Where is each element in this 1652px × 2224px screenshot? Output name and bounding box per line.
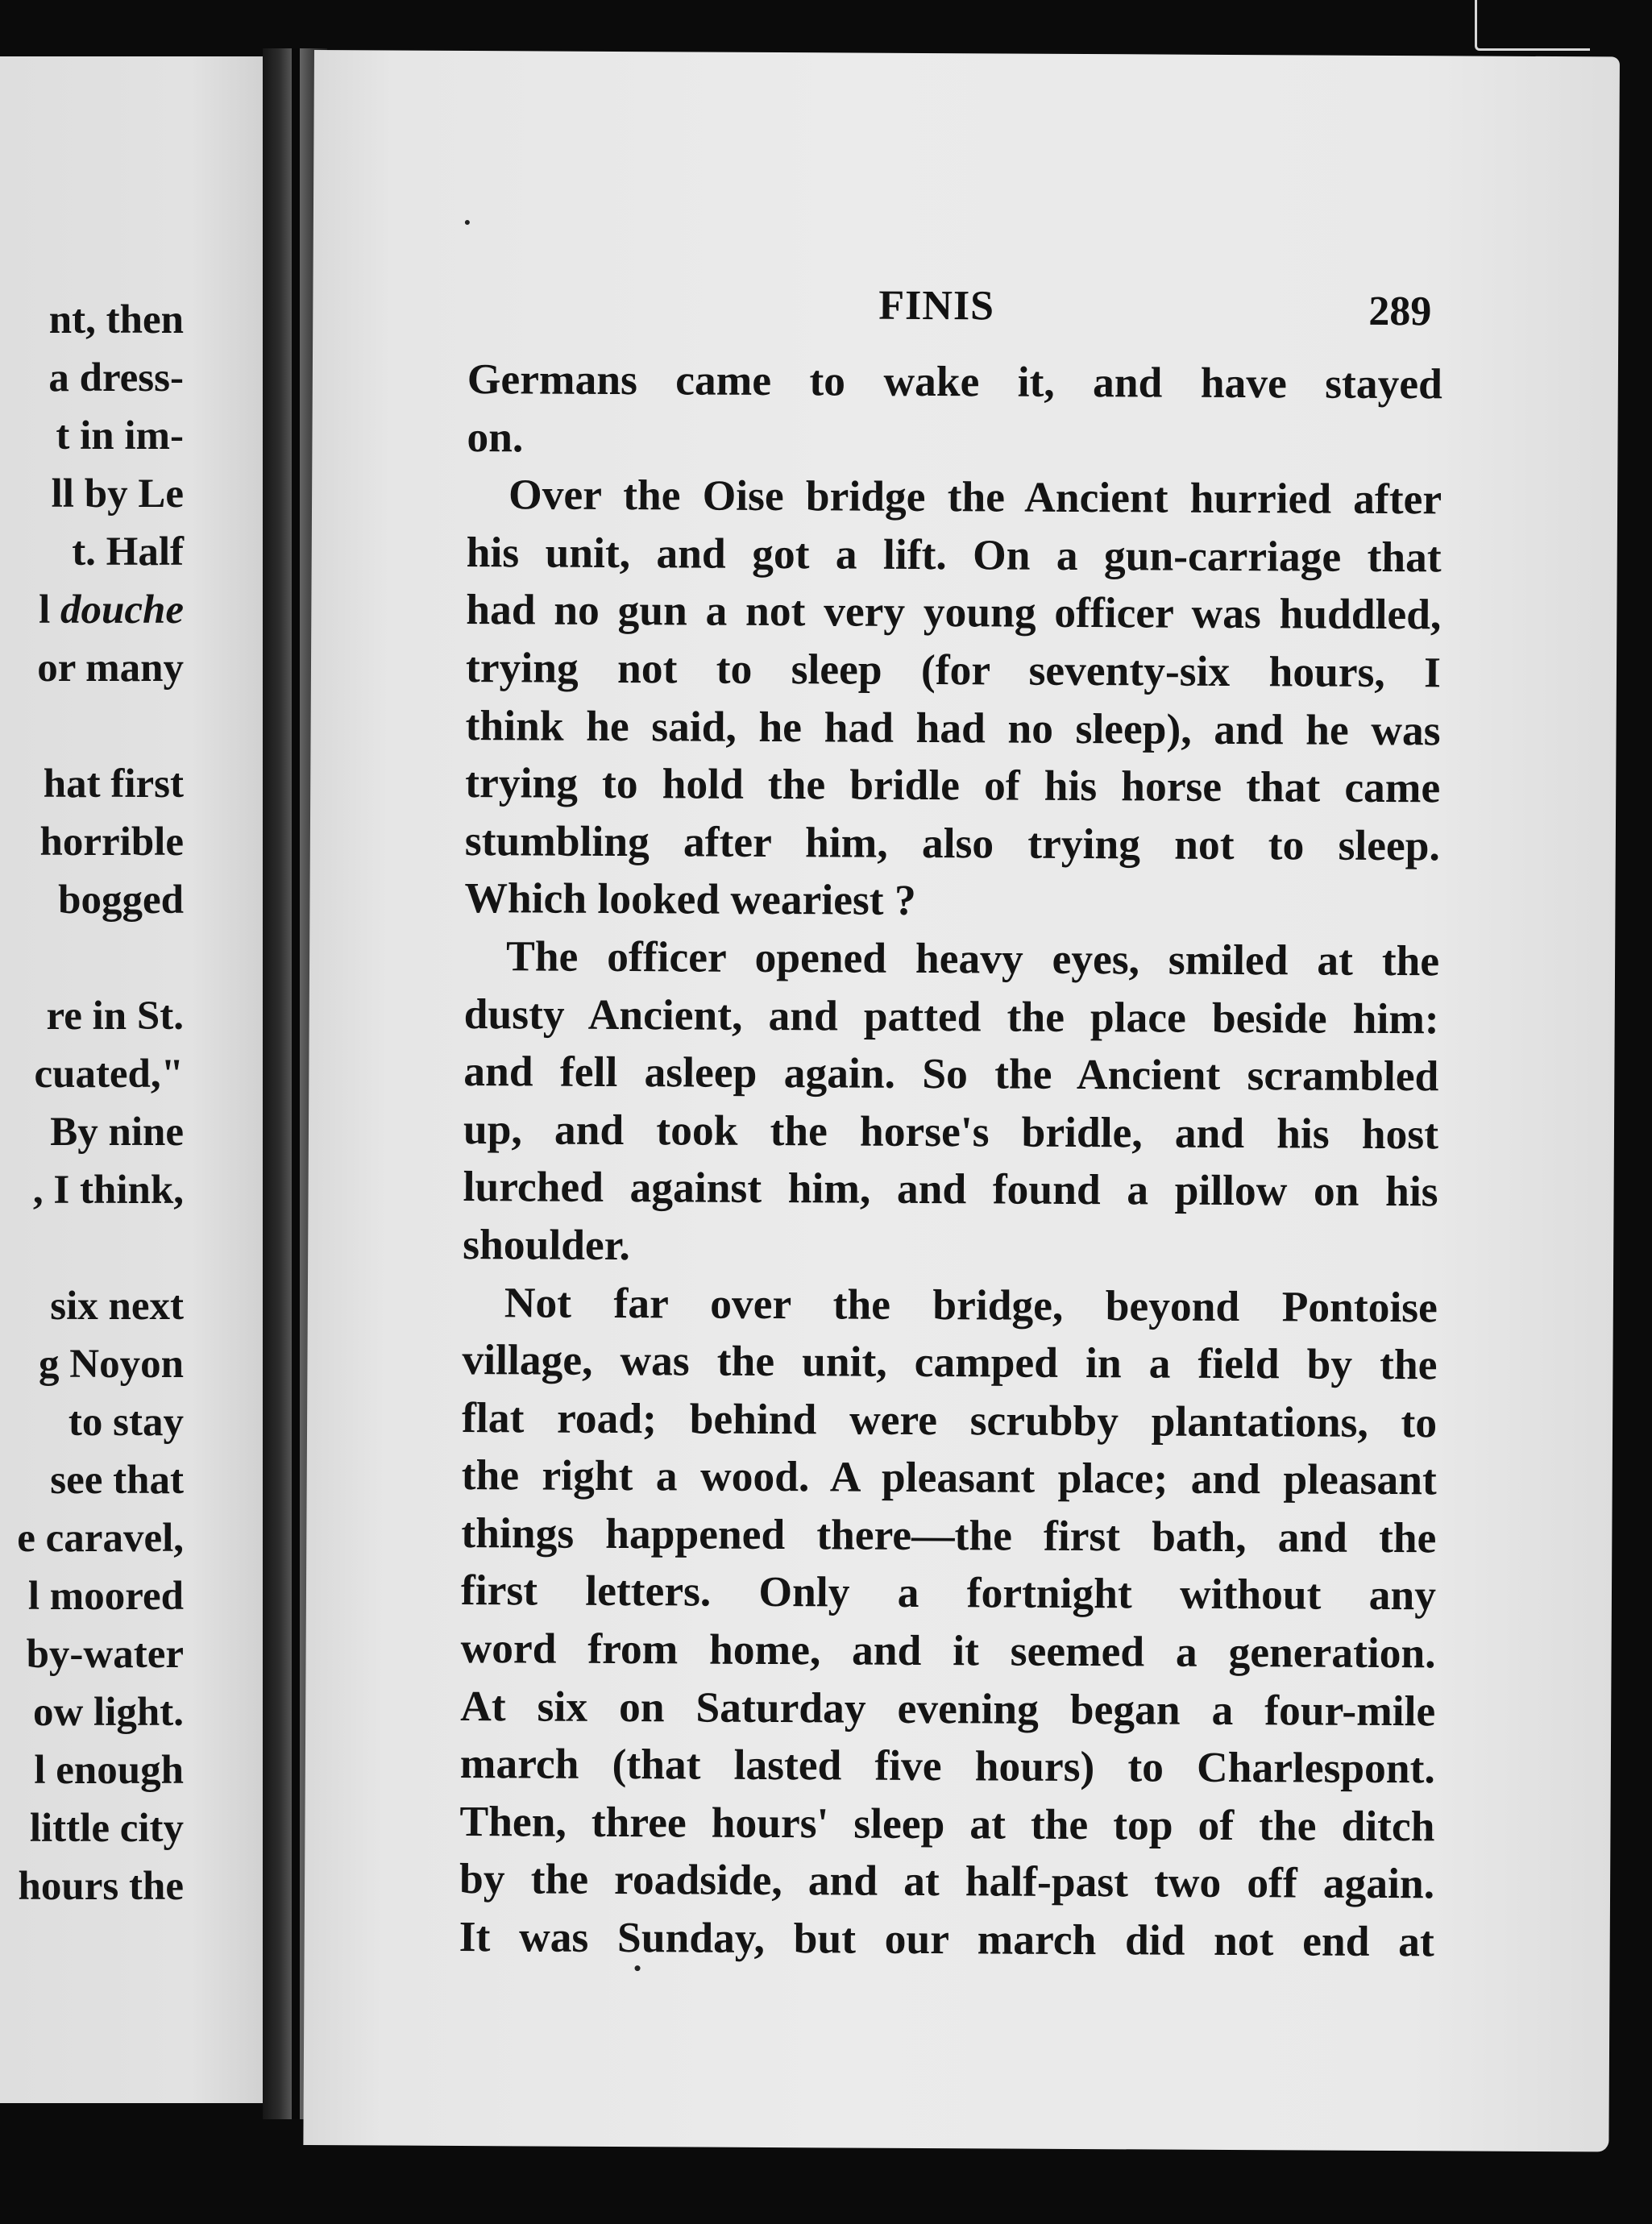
running-title: FINIS (878, 282, 995, 330)
text-line: village, was the unit, camped in a field by the (462, 1335, 1438, 1389)
left-line: re in St. (46, 994, 184, 1039)
left-line: cuated," (34, 1052, 184, 1097)
text-line: dusty Ancient, and patted the place beside him: (463, 989, 1439, 1043)
text-line: At six on Saturday evening began a four-mile (460, 1681, 1436, 1735)
left-line: bogged (58, 878, 184, 923)
text-line: march (that lasted five hours) to Charlespont. (459, 1739, 1436, 1793)
left-line: ow light. (32, 1690, 184, 1735)
text-line: the right a wood. A pleasant place; and pleasant (461, 1450, 1437, 1504)
left-line: see that (50, 1458, 184, 1503)
left-line: nt, then (48, 297, 184, 342)
left-line: g Noyon (39, 1342, 184, 1387)
running-head (313, 279, 1618, 334)
text-line: and fell asleep again. So the Ancient scrambled (463, 1047, 1439, 1101)
page-number: 289 (1368, 288, 1432, 335)
left-line: By nine (50, 1110, 184, 1155)
text-line: first letters. Only a fortnight without any (460, 1566, 1437, 1620)
left-line: l douche (39, 587, 184, 633)
left-line: hours the (18, 1864, 184, 1909)
left-line: six next (50, 1284, 184, 1329)
paper-scrap (1475, 0, 1590, 51)
text-line: stumbling after him, also trying not to sleep. (464, 815, 1441, 870)
left-line: by-water (26, 1632, 184, 1677)
right-page (303, 50, 1620, 2151)
text-line: It was Sunday, but our march did not end at (459, 1912, 1434, 1966)
left-line: t. Half (72, 529, 184, 575)
left-line: e caravel, (17, 1516, 184, 1561)
text-line: on. (467, 412, 524, 461)
text-line: Over the Oise bridge the Ancient hurried after (508, 470, 1442, 524)
text-line: Germans came to wake it, and have stayed (467, 355, 1443, 409)
text-line: Which looked weariest ? (464, 873, 916, 925)
left-line: t in im- (56, 413, 184, 458)
book-spine-shadow (292, 48, 300, 2119)
left-line: , I think, (32, 1168, 184, 1213)
text-line: trying to hold the bridle of his horse that came (465, 758, 1441, 812)
ink-speck (465, 220, 470, 225)
left-line: horrible (39, 819, 184, 865)
text-line: The officer opened heavy eyes, smiled at the (505, 932, 1440, 985)
text-line: think he said, he had had no sleep), and he was (465, 700, 1441, 754)
body-text (459, 351, 1442, 1971)
left-line: or many (37, 645, 184, 691)
italic-word: douche (60, 587, 184, 633)
left-line: a dress- (48, 355, 184, 400)
left-page (0, 56, 272, 2103)
text-line: Then, three hours' sleep at the top of the ditch (459, 1796, 1435, 1851)
left-line: l moored (27, 1574, 184, 1619)
text-line: by the roadside, and at half-past two off again. (459, 1854, 1435, 1908)
text-line: word from home, and it seemed a generation. (460, 1624, 1436, 1678)
left-line: hat first (43, 761, 184, 807)
text-line: his unit, and got a lift. On a gun-carriage that (466, 527, 1442, 582)
left-line: little city (29, 1806, 184, 1851)
text-line: trying not to sleep (for seventy-six hours, I (465, 642, 1442, 697)
text-line: shoulder. (463, 1219, 631, 1269)
left-line: ll by Le (51, 471, 184, 517)
text-line: lurched against him, and found a pillow on his (463, 1162, 1438, 1216)
left-line: to stay (68, 1400, 184, 1445)
text-line: up, and took the horse's bridle, and his host (463, 1104, 1439, 1159)
text-line: things happened there—the first bath, and the (461, 1508, 1437, 1562)
text-line: Not far over the bridge, beyond Pontoise (504, 1277, 1438, 1331)
text-line: had no gun a not very young officer was huddled, (466, 585, 1442, 639)
left-line: l enough (34, 1748, 184, 1793)
text-line: flat road; behind were scrubby plantations, to (461, 1392, 1438, 1447)
